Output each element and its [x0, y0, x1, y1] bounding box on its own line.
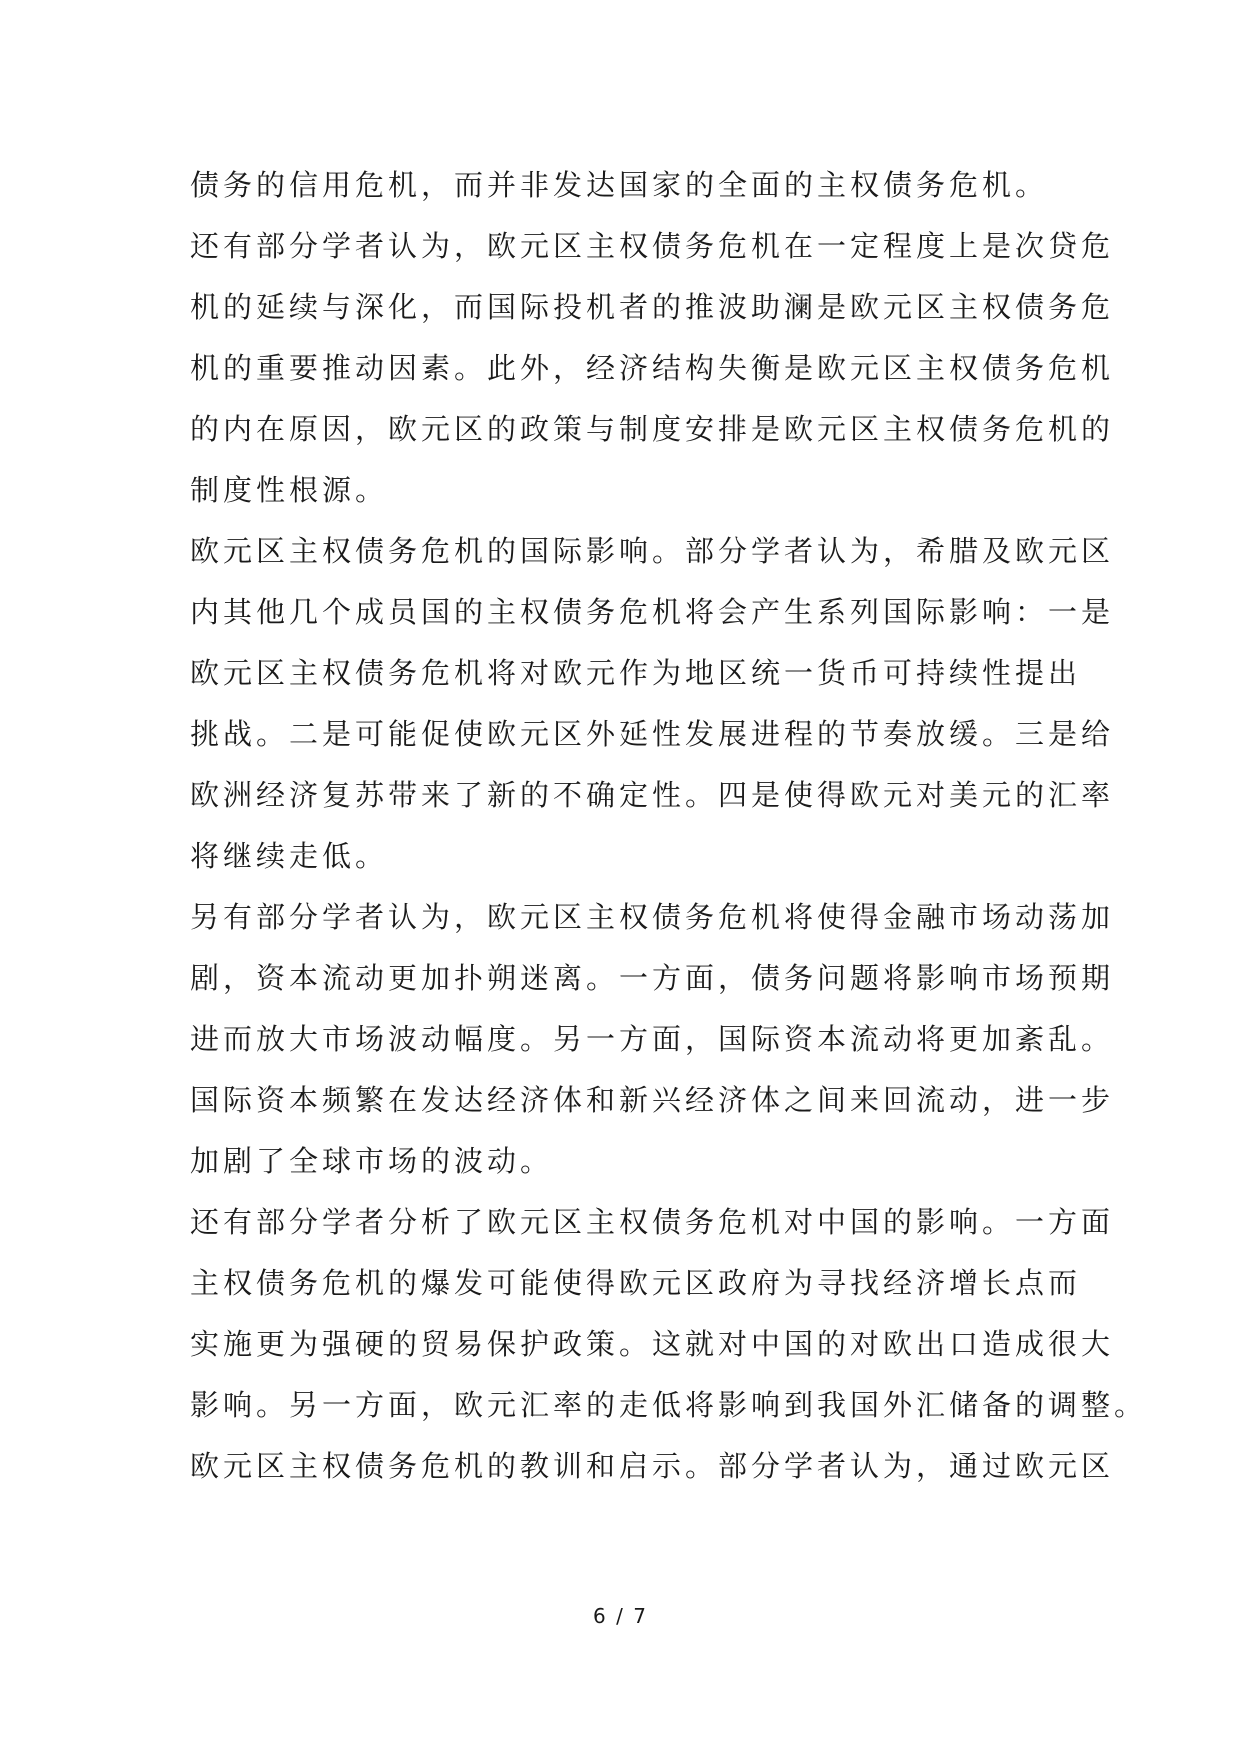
text-line: 另有部分学者认为，欧元区主权债务危机将使得金融市场动荡加 [190, 900, 1115, 934]
text-line: 挑战。二是可能促使欧元区外延性发展进程的节奏放缓。三是给 [190, 717, 1115, 751]
text-line: 债务的信用危机，而并非发达国家的全面的主权债务危机。 [190, 168, 1049, 202]
text-line: 欧元区主权债务危机的教训和启示。部分学者认为，通过欧元区 [190, 1449, 1115, 1483]
text-line: 欧洲经济复苏带来了新的不确定性。四是使得欧元对美元的汇率 [190, 778, 1115, 812]
text-line: 实施更为强硬的贸易保护政策。这就对中国的对欧出口造成很大 [190, 1327, 1115, 1361]
text-line: 欧元区主权债务危机将对欧元作为地区统一货币可持续性提出 [190, 656, 1082, 690]
text-line: 进而放大市场波动幅度。另一方面，国际资本流动将更加紊乱。 [190, 1022, 1115, 1056]
text-line: 国际资本频繁在发达经济体和新兴经济体之间来回流动，进一步 [190, 1083, 1115, 1117]
page-number: 6 / 7 [593, 1604, 648, 1628]
text-line: 还有部分学者认为，欧元区主权债务危机在一定程度上是次贷危 [190, 229, 1115, 263]
text-line: 机的延续与深化，而国际投机者的推波助澜是欧元区主权债务危 [190, 290, 1115, 324]
text-line: 机的重要推动因素。此外，经济结构失衡是欧元区主权债务危机 [190, 351, 1115, 385]
text-line: 欧元区主权债务危机的国际影响。部分学者认为，希腊及欧元区 [190, 534, 1115, 568]
text-line: 的内在原因，欧元区的政策与制度安排是欧元区主权债务危机的 [190, 412, 1115, 446]
text-line: 将继续走低。 [190, 839, 389, 873]
text-line: 加剧了全球市场的波动。 [190, 1144, 554, 1178]
text-line: 主权债务危机的爆发可能使得欧元区政府为寻找经济增长点而 [190, 1266, 1082, 1300]
text-line: 剧，资本流动更加扑朔迷离。一方面，债务问题将影响市场预期 [190, 961, 1115, 995]
text-line: 制度性根源。 [190, 473, 389, 507]
text-line: 还有部分学者分析了欧元区主权债务危机对中国的影响。一方面 [190, 1205, 1115, 1239]
text-line: 内其他几个成员国的主权债务危机将会产生系列国际影响：一是 [190, 595, 1115, 629]
body-text [190, 155, 1148, 1497]
text-line: 影响。另一方面，欧元汇率的走低将影响到我国外汇储备的调整。 [190, 1388, 1148, 1422]
